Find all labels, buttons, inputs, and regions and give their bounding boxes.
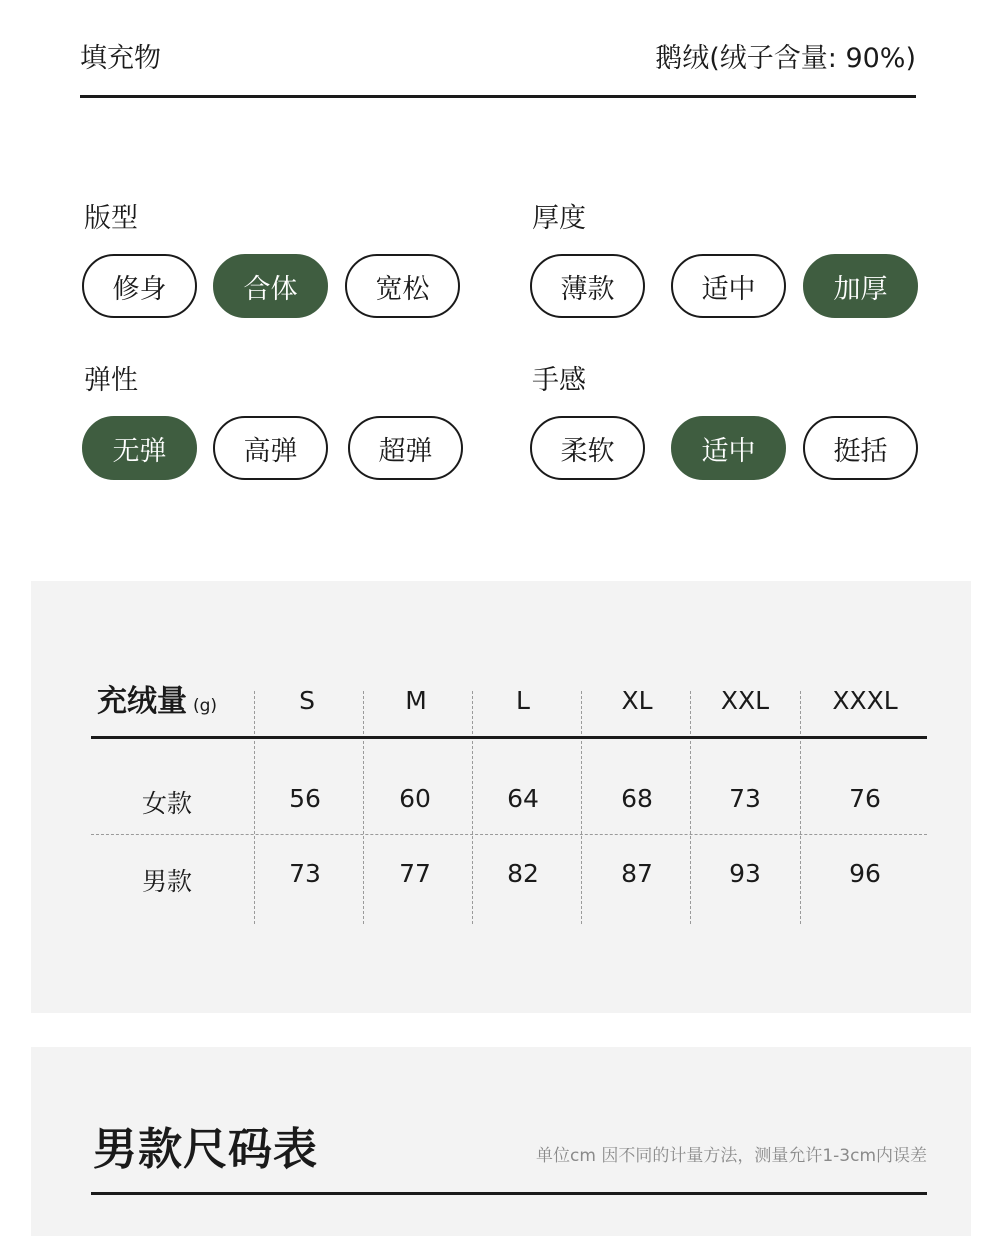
table-cell: 87: [621, 859, 653, 888]
option-pill: 超弹: [348, 416, 463, 480]
row-label: 男款: [141, 867, 192, 896]
option-pill: 适中: [671, 254, 786, 318]
size-chart-note: 单位cm 因不同的计量方法，测量允许1-3cm内误差: [536, 1146, 927, 1166]
header-rule: [91, 736, 927, 739]
size-header: XL: [621, 686, 653, 715]
fill-material-label: 填充物: [80, 43, 161, 74]
option-pill: 柔软: [530, 416, 645, 480]
fill-material-value: 鹅绒(绒子含量: 90%): [655, 43, 916, 74]
size-chart-panel: [31, 1047, 971, 1236]
size-header: M: [405, 686, 427, 715]
fill-amount-panel: [31, 581, 971, 1013]
row-divider: [91, 834, 927, 835]
option-pill: 宽松: [345, 254, 460, 318]
table-unit: (g): [193, 696, 218, 716]
option-pill-selected: 合体: [213, 254, 328, 318]
attribute-title: 弹性: [84, 365, 138, 396]
size-chart-rule: [91, 1192, 927, 1195]
row-label: 女款: [141, 789, 192, 818]
size-header: L: [516, 686, 530, 715]
table-cell: 77: [399, 859, 431, 888]
attribute-title: 厚度: [532, 203, 586, 234]
table-cell: 73: [289, 859, 321, 888]
column-divider: [800, 691, 801, 924]
table-cell: 60: [399, 784, 431, 813]
size-header: XXXL: [832, 686, 898, 715]
option-pill: 修身: [82, 254, 197, 318]
size-header: S: [299, 686, 315, 715]
option-pill: 高弹: [213, 416, 328, 480]
size-chart-title: 男款尺码表: [93, 1124, 318, 1175]
fill-material-row: [80, 30, 916, 98]
table-cell: 82: [507, 859, 539, 888]
option-pill-selected: 无弹: [82, 416, 197, 480]
fill-amount-table: [91, 581, 927, 1013]
option-pill-selected: 适中: [671, 416, 786, 480]
table-cell: 56: [289, 784, 321, 813]
option-pill: 挺括: [803, 416, 918, 480]
table-cell: 76: [849, 784, 881, 813]
size-header: XXL: [720, 686, 770, 715]
table-title: [97, 676, 217, 720]
table-cell: 96: [849, 859, 881, 888]
table-cell: 73: [729, 784, 761, 813]
table-cell: 64: [507, 784, 539, 813]
option-pill: 薄款: [530, 254, 645, 318]
table-title-text: 充绒量: [97, 684, 187, 719]
table-cell: 68: [621, 784, 653, 813]
option-pill-selected: 加厚: [803, 254, 918, 318]
attribute-title: 手感: [532, 365, 586, 396]
table-cell: 93: [729, 859, 761, 888]
attribute-title: 版型: [84, 203, 138, 234]
